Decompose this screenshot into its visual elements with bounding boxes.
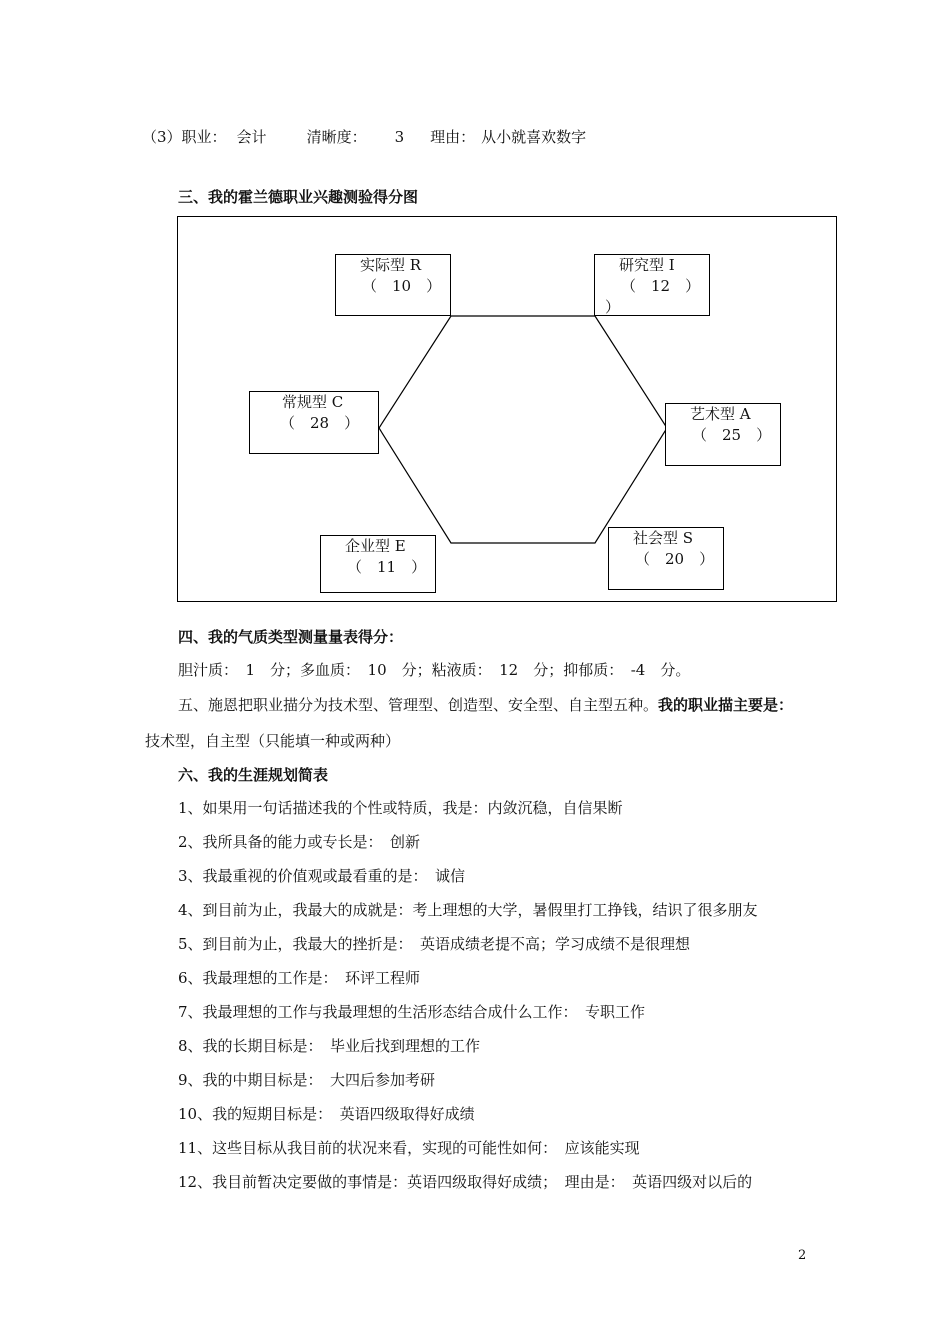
page-number: 2 (798, 1248, 807, 1263)
holland-box-artistic (665, 403, 781, 466)
holland-box-investigative (594, 254, 710, 316)
plan-item-3: 3、我最重视的价值观或最看重的是： 诚信 (178, 867, 466, 885)
plan-item-2: 2、我所具备的能力或专长是： 创新 (178, 833, 421, 851)
plan-item-4: 4、到目前为止，我最大的成就是：考上理想的大学，暑假里打工挣钱，结识了很多朋友 (178, 901, 758, 919)
plan-item-1: 1、如果用一句话描述我的个性或特质，我是：内敛沉稳，自信果断 (178, 799, 623, 817)
plan-item-6: 6、我最理想的工作是： 环评工程师 (178, 969, 421, 987)
holland-box-enterprising (320, 535, 436, 593)
artistic-label: 艺术型 A (690, 405, 751, 423)
investigative-overflow: ） (605, 298, 621, 316)
investigative-label: 研究型 I (619, 256, 675, 274)
career-3-line (142, 127, 586, 147)
reason-label: 理由： (430, 128, 476, 146)
holland-box-realistic (335, 254, 451, 316)
section-5-text: 五、施恩把职业描分为技术型、管理型、创造型、安全型、自主型五种。 (178, 696, 659, 714)
artistic-score: （ 25 ） (692, 426, 772, 444)
section-5-line (178, 695, 793, 715)
plan-item-11: 11、这些目标从我目前的状况来看，实现的可能性如何： 应该能实现 (178, 1139, 640, 1157)
realistic-label: 实际型 R (360, 256, 422, 274)
plan-item-10: 10、我的短期目标是： 英语四级取得好成绩 (178, 1105, 475, 1123)
clarity-value: 3 (394, 128, 405, 146)
social-score: （ 20 ） (635, 550, 715, 568)
plan-item-8: 8、我的长期目标是： 毕业后找到理想的工作 (178, 1037, 481, 1055)
social-label: 社会型 S (633, 529, 694, 547)
career-job: 会计 (236, 128, 267, 146)
enterprising-label: 企业型 E (345, 537, 406, 555)
holland-box-conventional (249, 391, 379, 454)
section-4-title: 四、我的气质类型测量量表得分： (178, 628, 404, 646)
realistic-score: （ 10 ） (362, 277, 442, 295)
plan-item-7: 7、我最理想的工作与我最理想的生活形态结合成什么工作： 专职工作 (178, 1003, 646, 1021)
holland-box-social (608, 527, 724, 590)
section-3-title: 三、我的霍兰德职业兴趣测验得分图 (178, 188, 419, 206)
clarity-label: 清晰度： (306, 128, 367, 146)
reason-value: 从小就喜欢数字 (481, 128, 587, 146)
conventional-label: 常规型 C (282, 393, 344, 411)
plan-item-5: 5、到目前为止，我最大的挫折是： 英语成绩老提不高；学习成绩不是很理想 (178, 935, 691, 953)
holland-diagram (177, 216, 837, 602)
section-5-bold: 我的职业描主要是： (658, 696, 794, 714)
plan-item-9: 9、我的中期目标是： 大四后参加考研 (178, 1071, 436, 1089)
section-6-title: 六、我的生涯规划简表 (178, 766, 329, 784)
enterprising-score: （ 11 ） (347, 558, 427, 576)
section-5-answer: 技术型，自主型（只能填一种或两种） (145, 732, 401, 750)
conventional-score: （ 28 ） (280, 414, 360, 432)
plan-item-12: 12、我目前暂决定要做的事情是：英语四级取得好成绩； 理由是： 英语四级对以后的 (178, 1173, 753, 1191)
temperament-scores: 胆汁质： 1 分；多血质： 10 分；粘液质： 12 分；抑郁质： -4 分。 (178, 661, 691, 679)
career-prefix: （3）职业： (142, 128, 227, 146)
investigative-score: （ 12 ） (621, 277, 701, 295)
